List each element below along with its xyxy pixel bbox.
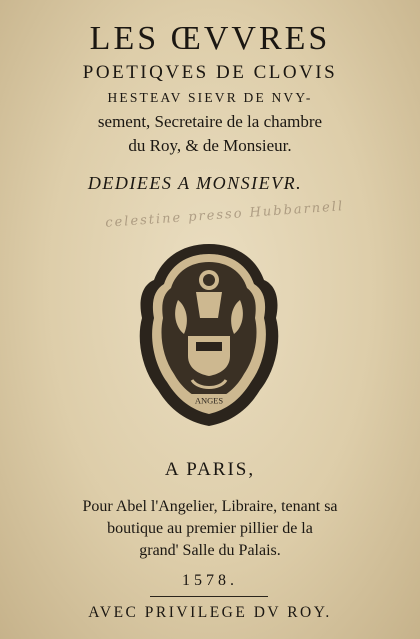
privilege-line: AVEC PRIVILEGE DV ROY. xyxy=(88,604,332,621)
book-title: LES ŒVVRES xyxy=(89,20,331,57)
title-line-4: sement, Secretaire de la chambre xyxy=(97,112,323,131)
title-line-3: HESTEAV SIEVR DE NVY- xyxy=(107,90,313,105)
divider-rule xyxy=(150,596,268,597)
handwritten-annotation: celestine presso Hubbarnell xyxy=(104,199,345,231)
publication-year: 1578. xyxy=(182,572,238,589)
title-line-5: du Roy, & de Monsieur. xyxy=(128,136,292,155)
title-line-2: POETIQVES DE CLOVIS xyxy=(82,62,338,83)
dedication: DEDIEES A MONSIEVR. xyxy=(87,173,303,193)
imprint-line-2: boutique au premier pillier de la xyxy=(107,520,313,537)
printer-mark-emblem xyxy=(136,240,282,430)
imprint-line-1: Pour Abel l'Angelier, Libraire, tenant sa xyxy=(82,498,338,515)
imprint-line-3: grand' Salle du Palais. xyxy=(139,542,281,559)
imprint-place: A PARIS, xyxy=(164,459,256,480)
printer-mark-label: ANGES xyxy=(194,395,224,406)
